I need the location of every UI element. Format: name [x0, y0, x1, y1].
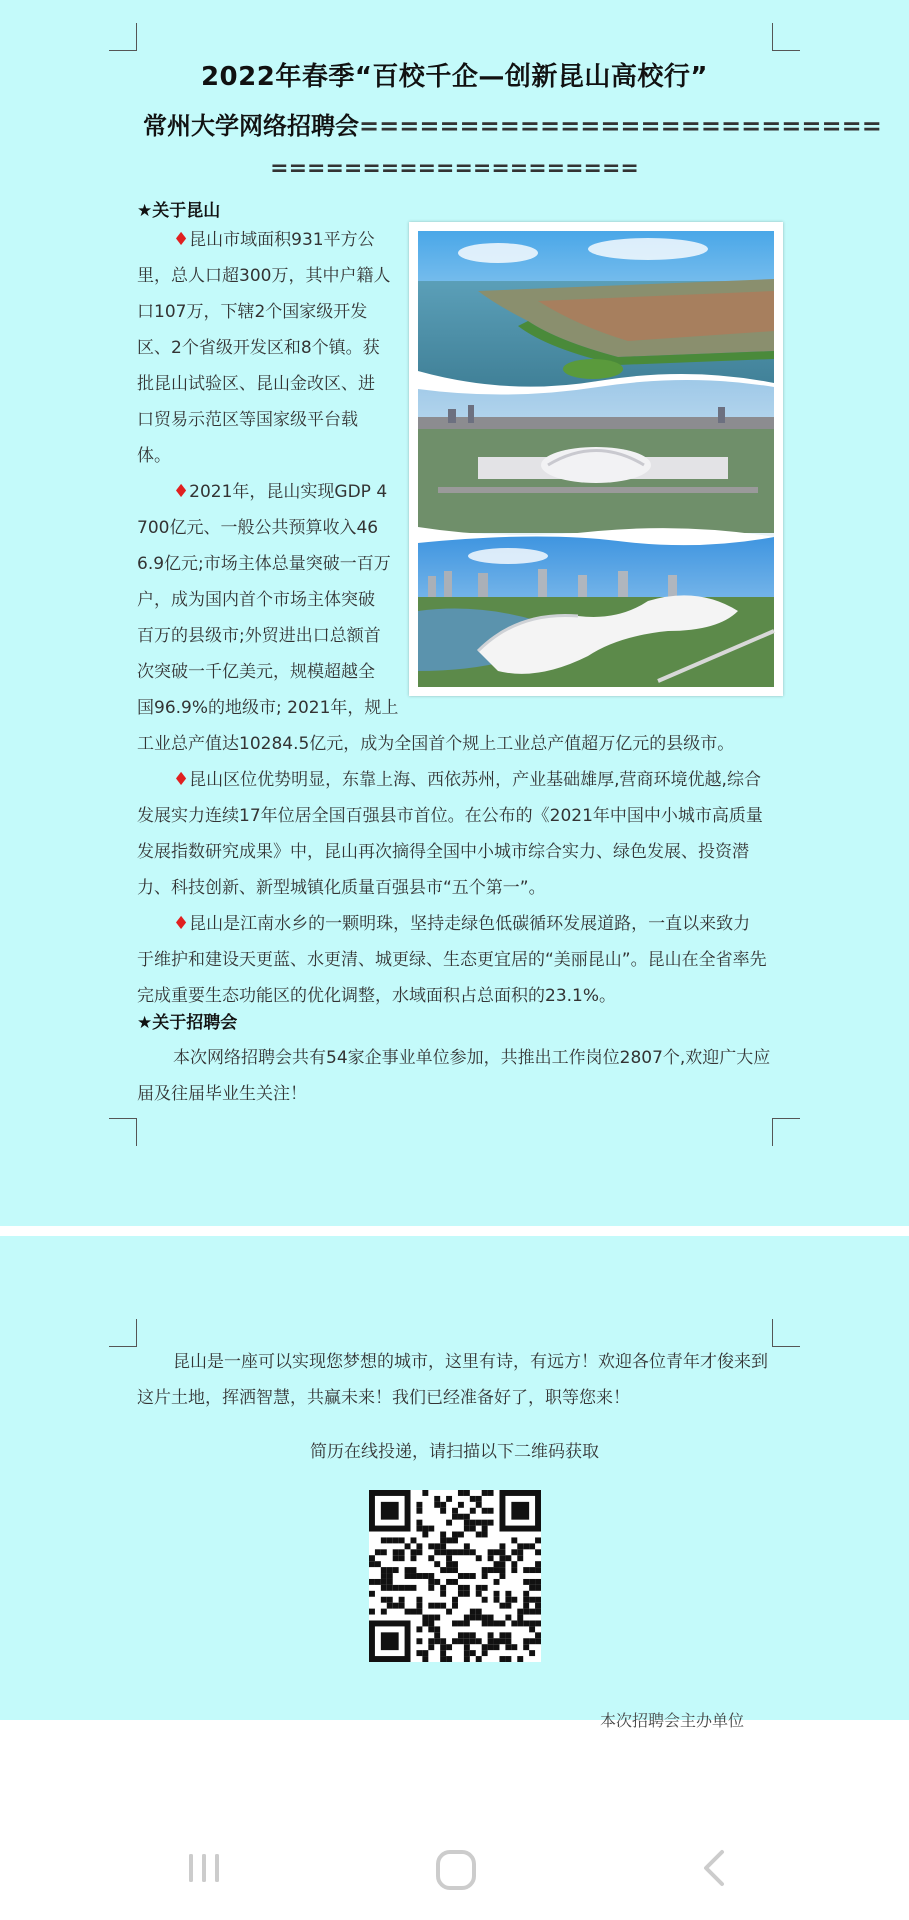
corner-mark-top-left [109, 1319, 137, 1347]
resume-note: 简历在线投递，请扫描以下二维码获取 [310, 1442, 599, 1462]
para1-line: 里，总人口超300万，其中户籍人 [137, 266, 391, 286]
para4-line: 于维护和建设天更蓝、水更清、城更绿、生态更宜居的“美丽昆山”。昆山在全省率先 [137, 950, 767, 970]
red-diamond-icon: ♦ [173, 481, 190, 502]
corner-mark-bottom-right [772, 1118, 800, 1146]
subtitle-rule: ========================== [359, 112, 882, 140]
para3-line: 力、科技创新、新型城镇化质量百强县市“五个第一”。 [137, 878, 546, 898]
para3-line: 发展指数研究成果》中，昆山再次摘得全国中小城市综合实力、绿色发展、投资潜 [137, 842, 749, 862]
recruit-paragraph [137, 1040, 787, 1112]
para4-line: ♦昆山是江南水乡的一颗明珠，坚持走绿色低碳循环发展道路，一直以来致力 [173, 913, 751, 934]
collage-image [418, 231, 774, 687]
red-diamond-icon: ♦ [173, 913, 190, 934]
para2-line: 工业总产值达10284.5亿元，成为全国首个规上工业总产值超万亿元的县级市。 [137, 734, 735, 754]
corner-mark-top-left [109, 23, 137, 51]
section-heading-about-recruit: ★关于招聘会 [137, 1013, 238, 1033]
page-title: 2022年春季“百校千企—创新昆山高校行” [200, 62, 709, 92]
para1-line: 口贸易示范区等国家级平台载 [137, 410, 358, 430]
corner-mark-top-right [772, 23, 800, 51]
welcome-line: 这片土地，挥洒智慧，共赢未来！我们已经准备好了，职等您来！ [137, 1388, 630, 1408]
subtitle-text: 常州大学网络招聘会 [143, 112, 359, 140]
recent-apps-icon[interactable] [184, 1848, 224, 1888]
recruit-line: 本次网络招聘会共有54家企事业单位参加，共推出工作岗位2807个,欢迎广大应 [173, 1048, 771, 1068]
corner-mark-bottom-left [109, 1118, 137, 1146]
paragraph-full-width [137, 726, 787, 1014]
paragraph-area [137, 222, 407, 726]
para1-line: 口107万，下辖2个国家级开发 [137, 302, 368, 322]
para1-line: 体。 [137, 446, 171, 466]
subtitle-rule-2: ==================== [270, 156, 639, 181]
para3-line: ♦昆山区位优势明显，东靠上海、西依苏州，产业基础雄厚,营商环境优越,综合 [173, 769, 761, 790]
corner-mark-top-right [772, 1319, 800, 1347]
para2-line: 国96.9%的地级市; 2021年，规上 [137, 698, 399, 718]
welcome-line: 昆山是一座可以实现您梦想的城市，这里有诗，有远方！欢迎各位青年才俊来到 [173, 1352, 768, 1372]
para1-line: 区、2个省级开发区和8个镇。获 [137, 338, 380, 358]
para1-line: ♦昆山市域面积931平方公 [173, 229, 375, 250]
para3-line: 发展实力连续17年位居全国百强县市首位。在公布的《2021年中国中小城市高质量 [137, 806, 763, 826]
section-heading-about-kunshan: ★关于昆山 [137, 201, 221, 221]
para2-line: 次突破一千亿美元，规模超越全 [137, 662, 375, 682]
para2-line: 700亿元、一般公共预算收入46 [137, 518, 379, 538]
system-nav-bar [0, 1820, 909, 1920]
para4-line: 完成重要生态功能区的优化调整，水域面积占总面积的23.1%。 [137, 986, 617, 1006]
back-icon[interactable] [698, 1848, 728, 1888]
para2-line: 6.9亿元;市场主体总量突破一百万 [137, 554, 391, 574]
kunshan-photo-collage [409, 222, 783, 696]
red-diamond-icon: ♦ [173, 769, 190, 790]
para2-line: 户，成为国内首个市场主体突破 [137, 590, 375, 610]
qr-code-image [369, 1490, 541, 1662]
para2-line: ♦2021年，昆山实现GDP 4 [173, 481, 388, 502]
recruit-line: 届及往届毕业生关注！ [137, 1084, 307, 1104]
page-subtitle [143, 106, 882, 141]
para2-line: 百万的县级市;外贸进出口总额首 [137, 626, 381, 646]
red-diamond-icon: ♦ [173, 229, 190, 250]
welcome-paragraph [137, 1344, 797, 1416]
para1-line: 批昆山试验区、昆山金改区、进 [137, 374, 375, 394]
organizer-text-partial: 本次招聘会主办单位 [600, 1711, 745, 1730]
qr-code[interactable] [369, 1490, 541, 1662]
home-icon[interactable] [434, 1848, 478, 1892]
